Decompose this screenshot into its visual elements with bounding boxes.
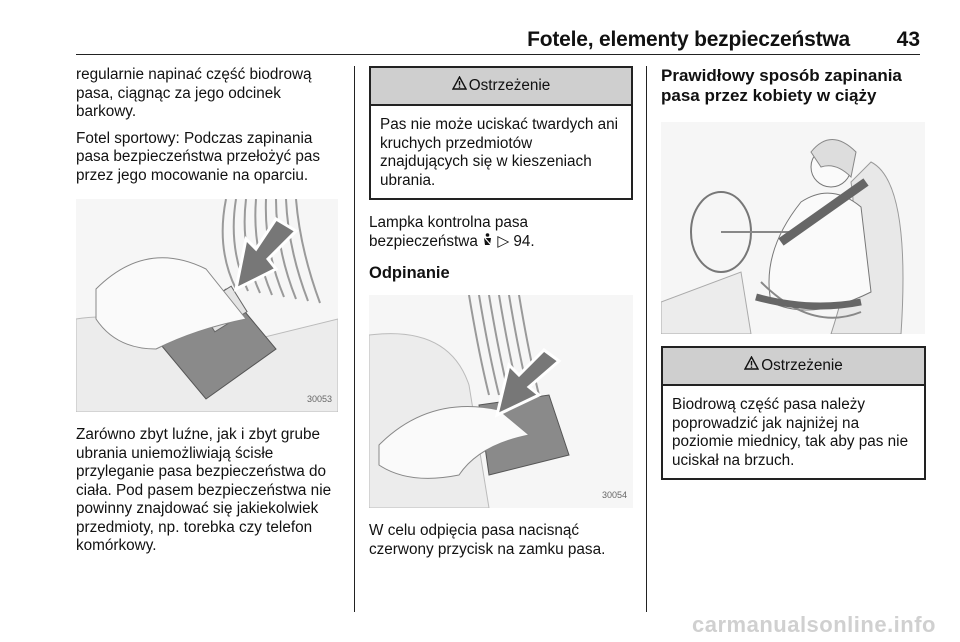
warning-box-pregnant [661,346,926,480]
watermark: carmanualsonline.info [692,612,936,637]
warning-text: Biodrową część pasa należy poprowadzić jak najniżej na poziomie miednicy, tak aby pas nie uciskał na brzuch. [672,396,909,469]
figure-buckle-insert [76,199,338,412]
seatbelt-icon [482,233,497,250]
paragraph-clothing: Zarówno zbyt luźne, jak i zbyt grube ubrania uniemożliwiają ścisłe przyleganie pasa bezpieczeństwa do ciała. Pod pasem bezpieczeństwa nie powinny znajdować się jakiekolwiek przedmioty, np. torebka czy telefon komórkowy. [76,426,332,554]
paragraph-belt-tension: regularnie napinać część biodrową pasa, ciągnąc za jego odcinek barkowy. [76,66,312,120]
paragraph-unbuckle: W celu odpięcia pasa nacisnąć czerwony przycisk na zamku pasa. [369,522,606,558]
lamp-page-ref[interactable]: 94. [513,232,535,250]
buckle-insert-illustration [76,199,338,412]
column-2 [369,66,633,567]
arrow-ref-icon: ▷ [497,232,510,250]
figure-buckle-release [369,295,633,508]
subheading-unbuckle: Odpinanie [369,264,450,282]
paragraph-warning-lamp [369,214,633,251]
figure-number: 30054 [601,489,627,500]
subheading-pregnant: Prawidłowy sposób zapinania pasa przez kobiety w ciąży [661,66,902,105]
column-divider-1 [354,66,355,612]
header-rule [76,54,920,55]
section-title: Fotele, elementy bezpieczeństwa [527,28,850,51]
pregnant-driver-illustration [661,122,925,334]
page-number: 43 [896,28,920,51]
column-3 [661,66,926,480]
lamp-text: Lampka kontrolna pasa bezpieczeństwa [369,214,529,250]
column-divider-2 [646,66,647,612]
warning-header [371,68,631,106]
paragraph-sport-seat: Fotel sportowy: Podczas zapinania pasa bezpieczeństwa przełożyć pas przez jego mocowanie na oparciu. [76,129,321,184]
warning-header [663,348,924,386]
figure-pregnant-driver [661,122,925,334]
warning-triangle-icon [452,76,467,96]
warning-title: Ostrzeżenie [761,356,843,374]
warning-box [369,66,633,200]
warning-text: Pas nie może uciskać twardych ani kruchych przedmiotów znajdujących się w kieszeniach ubrania. [380,116,619,189]
buckle-release-illustration [369,295,633,508]
column-1 [76,66,342,564]
figure-number: 30053 [306,393,332,404]
warning-triangle-icon [744,356,759,376]
warning-title: Ostrzeżenie [468,76,551,94]
